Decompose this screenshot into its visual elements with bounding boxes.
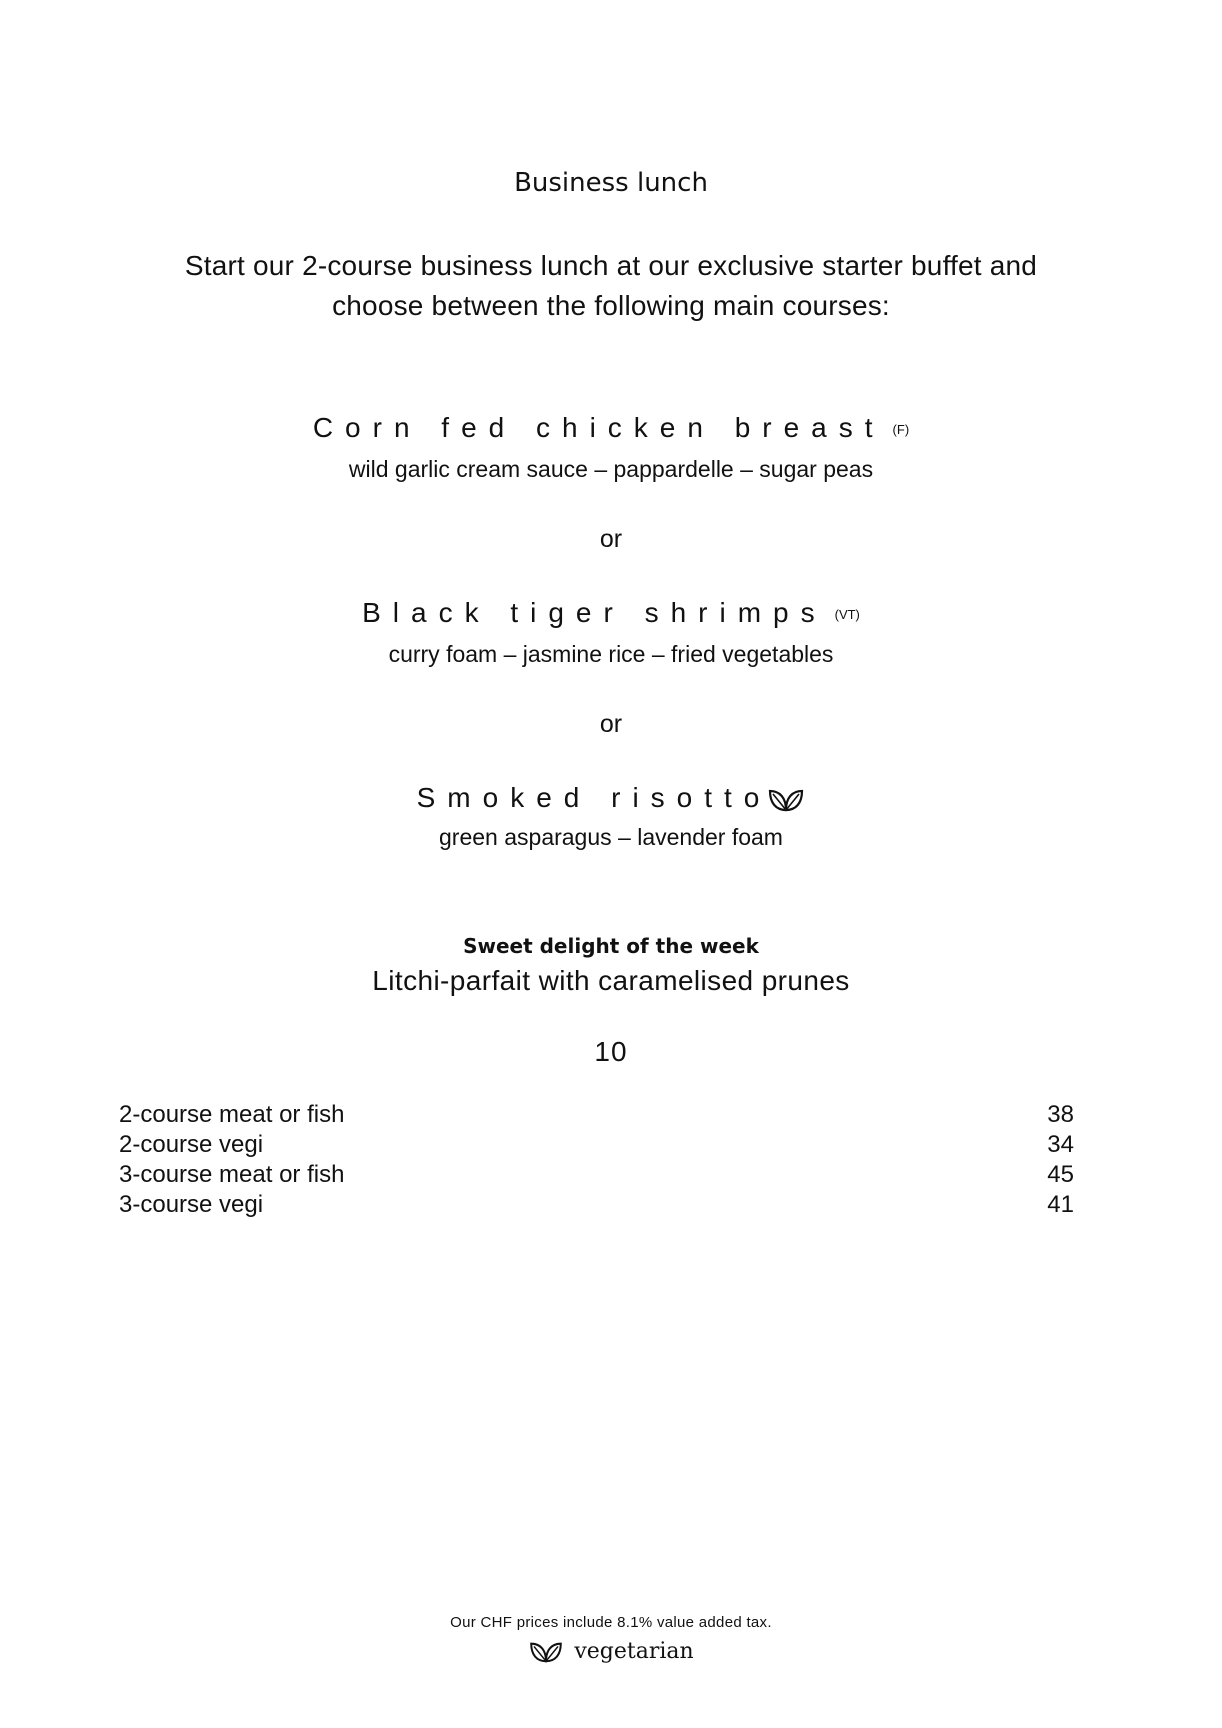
price-row: [119, 1130, 1074, 1160]
dessert-heading: Sweet delight of the week: [463, 934, 759, 958]
price-value: 41: [1047, 1191, 1074, 1218]
vegetarian-leaf-icon: [528, 1640, 564, 1664]
price-label: 2-course vegi: [119, 1131, 264, 1158]
or-separator: or: [599, 525, 623, 553]
legend-label: vegetarian: [574, 1639, 694, 1664]
or-separator: or: [599, 710, 623, 738]
price-value: 45: [1047, 1161, 1074, 1188]
price-list: [119, 1100, 1074, 1220]
dish-code: (VT): [834, 606, 860, 622]
price-value: 38: [1047, 1101, 1074, 1128]
intro-text: [0, 246, 1222, 326]
main-course-item: [0, 410, 1222, 484]
dessert-item: Litchi-parfait with caramelised prunes: [372, 965, 850, 996]
price-label: 3-course vegi: [119, 1191, 264, 1218]
intro-line-2: choose between the following main courses:: [332, 290, 890, 321]
price-label: 2-course meat or fish: [119, 1101, 345, 1128]
dish-name-row: [0, 595, 1222, 633]
main-course-item: [0, 780, 1222, 852]
dish-name-row: [0, 780, 1222, 816]
dish-description: curry foam – jasmine rice – fried vegetables: [388, 640, 834, 667]
intro-line-1: Start our 2-course business lunch at our exclusive starter buffet and: [184, 250, 1038, 281]
price-value: 34: [1047, 1131, 1074, 1158]
page-title: Business lunch: [514, 168, 708, 198]
dish-name: Corn fed chicken breast: [312, 412, 885, 443]
main-course-item: [0, 595, 1222, 669]
dish-code: (F): [892, 421, 910, 437]
tax-note: Our CHF prices include 8.1% value added tax.: [450, 1614, 772, 1631]
vegetarian-leaf-icon: [767, 787, 805, 813]
price-label: 3-course meat or fish: [119, 1161, 345, 1188]
dish-name: Smoked risotto: [416, 782, 772, 813]
vegetarian-legend: [0, 1638, 1222, 1666]
dish-description: green asparagus – lavender foam: [439, 824, 783, 850]
dish-name: Black tiger shrimps: [362, 597, 827, 628]
dish-name-row: [0, 410, 1222, 448]
dessert-price: 10: [594, 1036, 628, 1067]
price-row: [119, 1100, 1074, 1130]
dish-description: wild garlic cream sauce – pappardelle – sugar peas: [348, 455, 874, 482]
price-row: [119, 1190, 1074, 1220]
price-row: [119, 1160, 1074, 1190]
